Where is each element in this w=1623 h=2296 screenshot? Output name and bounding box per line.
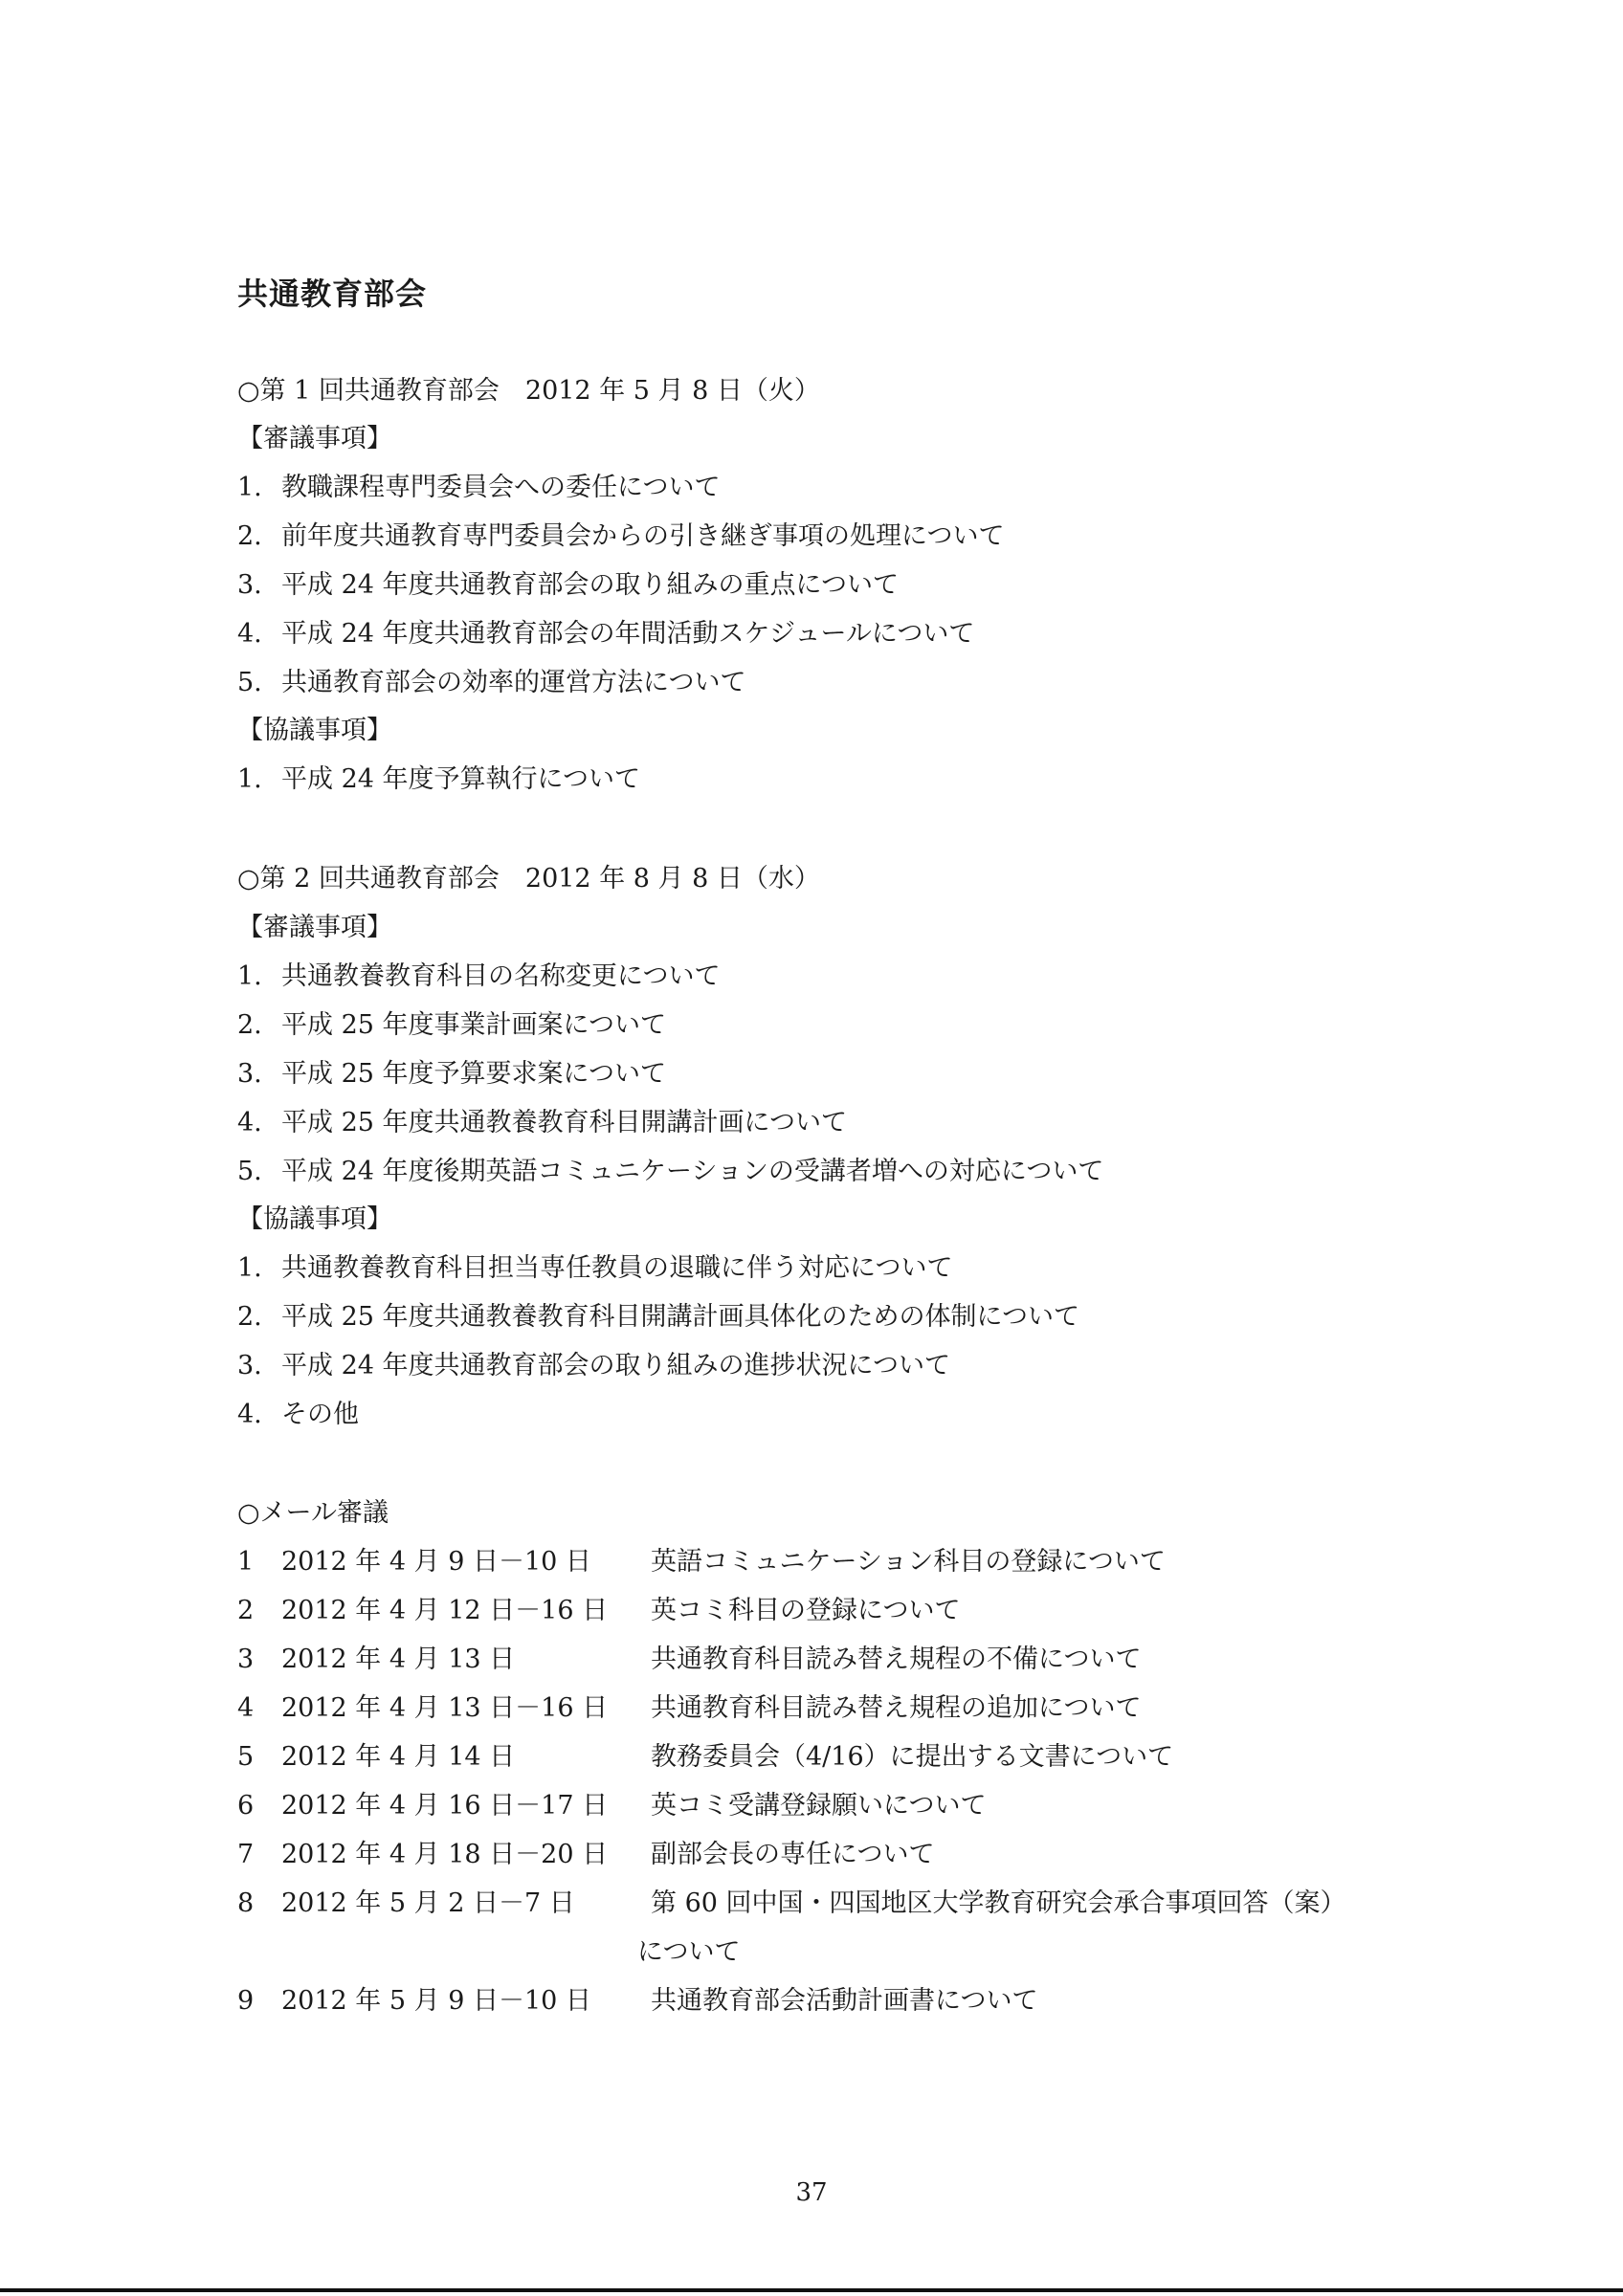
table-row: [237, 1790, 986, 1822]
table-row: [237, 1741, 1173, 1774]
row-number: 4: [237, 1693, 255, 1723]
list-item: [237, 1301, 1079, 1334]
row-text: 英コミ科目の登録について: [651, 1596, 961, 1625]
table-row: [237, 1985, 1037, 2018]
item-number: 3.: [237, 1351, 262, 1380]
table-row: [237, 1595, 960, 1627]
item-text: 平成 25 年度共通教養教育科目開講計画具体化のための体制について: [281, 1302, 1079, 1332]
row-number: 1: [237, 1547, 255, 1577]
row-number: 5: [237, 1742, 255, 1772]
item-text: 平成 24 年度後期英語コミュニケーションの受講者増への対応について: [281, 1157, 1104, 1186]
mail-heading: ○メール審議: [237, 1498, 389, 1528]
page-number: 37: [795, 2178, 828, 2207]
item-text: 平成 25 年度事業計画案について: [281, 1010, 666, 1040]
list-item: [237, 618, 974, 651]
row-number: 2: [237, 1596, 255, 1625]
row-date: 2012 年 4 月 13 日－16 日: [281, 1693, 609, 1723]
item-number: 4.: [237, 619, 262, 649]
item-number: 4.: [237, 1400, 262, 1429]
list-item: [237, 1058, 666, 1091]
table-row: [237, 1839, 934, 1871]
item-text: 平成 24 年度共通教育部会の年間活動スケジュールについて: [281, 619, 975, 649]
page-bottom-rule: [0, 2288, 1623, 2292]
row-text: 英語コミュニケーション科目の登録について: [651, 1547, 1166, 1577]
list-item: [237, 1009, 666, 1042]
item-text: 平成 25 年度共通教養教育科目開講計画について: [281, 1108, 847, 1137]
table-row: [237, 1692, 1141, 1725]
item-number: 1.: [237, 1253, 262, 1283]
row-date: 2012 年 5 月 9 日－10 日: [281, 1986, 591, 2016]
row-date: 2012 年 4 月 9 日－10 日: [281, 1547, 591, 1577]
row-text: 英コミ受講登録願いについて: [651, 1791, 987, 1821]
list-item: [237, 763, 640, 796]
item-text: 前年度共通教育専門委員会からの引き継ぎ事項の処理について: [281, 521, 1005, 551]
item-text: 共通教養教育科目担当専任教員の退職に伴う対応について: [281, 1253, 953, 1283]
item-text: 平成 24 年度共通教育部会の取り組みの進捗状況について: [281, 1351, 950, 1380]
row-text: 共通教育科目読み替え規程の不備について: [651, 1645, 1142, 1674]
row-date: 2012 年 4 月 16 日－17 日: [281, 1791, 609, 1821]
item-number: 4.: [237, 1108, 262, 1137]
item-number: 1.: [237, 961, 262, 991]
item-number: 1.: [237, 473, 262, 502]
list-item: [237, 960, 720, 993]
row-text: 教務委員会（4/16）に提出する文書について: [651, 1742, 1174, 1772]
row-number: 6: [237, 1791, 255, 1821]
row-number: 8: [237, 1888, 255, 1918]
list-item: [237, 569, 899, 602]
item-number: 2.: [237, 1302, 262, 1332]
list-item: [237, 1107, 847, 1139]
row-text-continuation: について: [637, 1937, 741, 1967]
row-date: 2012 年 5 月 2 日－7 日: [281, 1888, 575, 1918]
item-number: 5.: [237, 668, 262, 697]
meeting1-deliberation-label: 【審議事項】: [237, 424, 392, 453]
item-number: 5.: [237, 1157, 262, 1186]
row-number: 9: [237, 1986, 255, 2016]
item-text: 共通教育部会の効率的運営方法について: [281, 668, 746, 697]
item-number: 2.: [237, 1010, 262, 1040]
list-item: [237, 520, 1004, 553]
item-number: 1.: [237, 764, 262, 794]
item-number: 3.: [237, 1059, 262, 1089]
row-date: 2012 年 4 月 12 日－16 日: [281, 1596, 609, 1625]
item-text: 平成 25 年度予算要求案について: [281, 1059, 666, 1089]
meeting1-discussion-label: 【協議事項】: [237, 716, 392, 745]
item-text: その他: [281, 1400, 359, 1429]
row-text: 共通教育科目読み替え規程の追加について: [651, 1693, 1142, 1723]
meeting2-heading: ○第 2 回共通教育部会 2012 年 8 月 8 日（水）: [237, 864, 820, 894]
meeting1-heading: ○第 1 回共通教育部会 2012 年 5 月 8 日（火）: [237, 376, 820, 406]
list-item: [237, 1350, 950, 1382]
row-number: 7: [237, 1840, 255, 1869]
row-text: 副部会長の専任について: [651, 1840, 935, 1869]
page-title: 共通教育部会: [237, 276, 428, 312]
row-number: 3: [237, 1645, 255, 1674]
item-text: 平成 24 年度予算執行について: [281, 764, 640, 794]
item-text: 共通教養教育科目の名称変更について: [281, 961, 721, 991]
table-row: [237, 1546, 1166, 1578]
row-date: 2012 年 4 月 14 日: [281, 1742, 516, 1772]
item-text: 教職課程専門委員会への委任について: [281, 473, 721, 502]
table-row: [237, 1888, 1346, 1920]
table-row: [237, 1644, 1141, 1676]
meeting2-deliberation-label: 【審議事項】: [237, 913, 392, 942]
list-item: [237, 667, 745, 699]
list-item: [237, 1156, 1103, 1188]
row-date: 2012 年 4 月 18 日－20 日: [281, 1840, 609, 1869]
list-item: [237, 472, 720, 504]
list-item: [237, 1252, 952, 1285]
item-number: 3.: [237, 570, 262, 600]
item-text: 平成 24 年度共通教育部会の取り組みの重点について: [281, 570, 899, 600]
list-item: [237, 1399, 359, 1431]
row-text: 第 60 回中国・四国地区大学教育研究会承合事項回答（案）: [651, 1888, 1346, 1918]
item-number: 2.: [237, 521, 262, 551]
row-text: 共通教育部会活動計画書について: [651, 1986, 1038, 2016]
row-date: 2012 年 4 月 13 日: [281, 1645, 516, 1674]
meeting2-discussion-label: 【協議事項】: [237, 1204, 392, 1234]
